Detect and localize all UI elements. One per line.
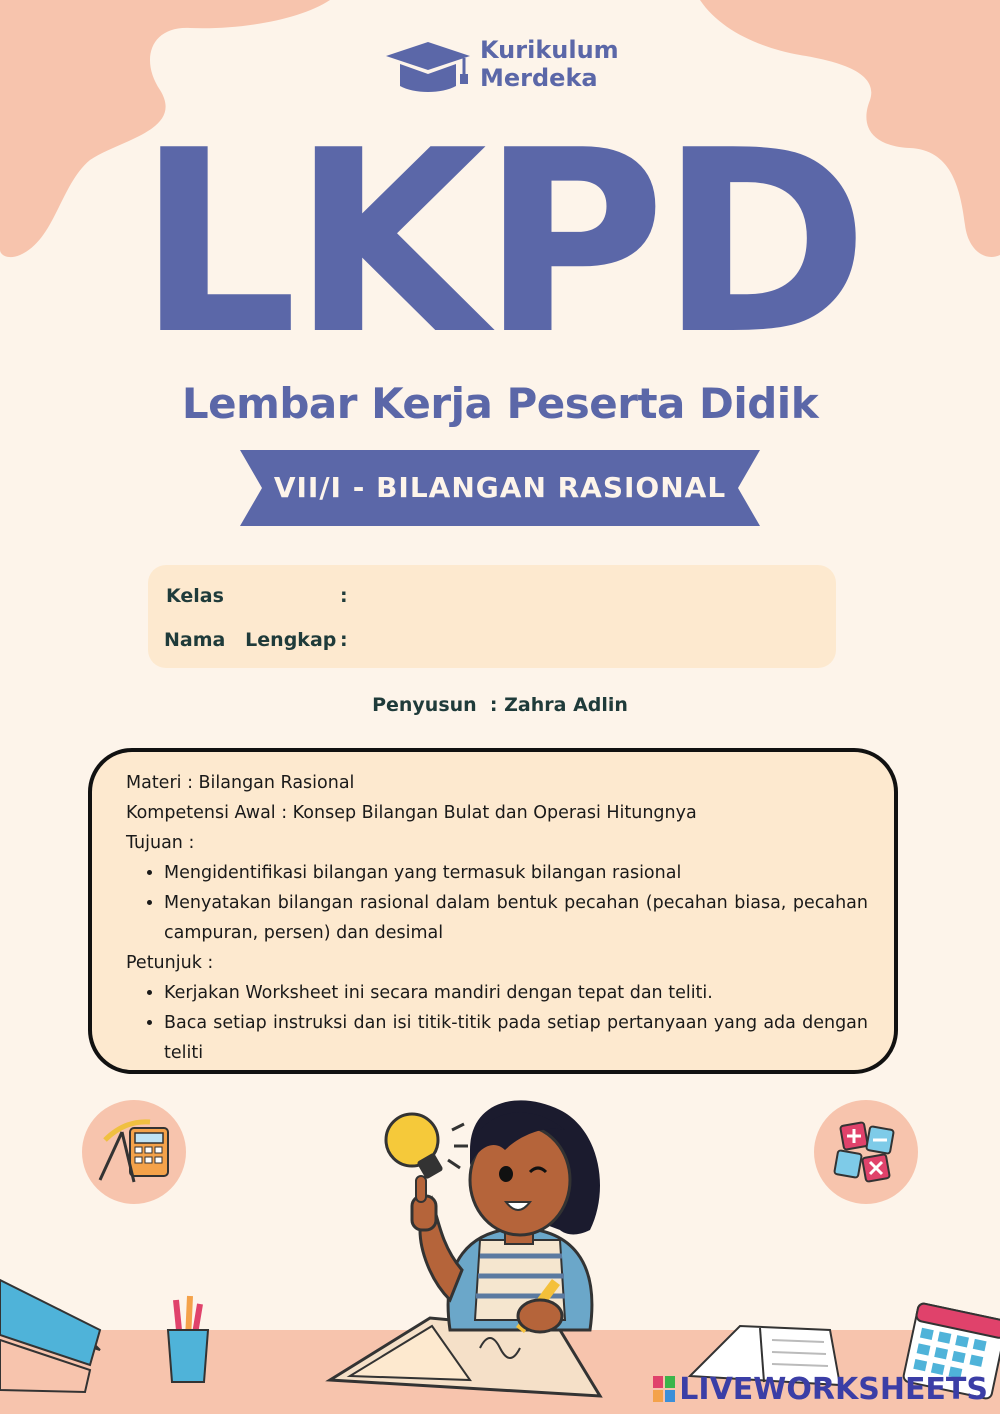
materi-text: Materi : Bilangan Rasional — [126, 773, 355, 793]
petunjuk-label: Petunjuk : — [126, 953, 214, 973]
tujuan-item: • Menyatakan bilangan rasional dalam bentuk pecahan (pecahan biasa, pecahan campuran, persen) dan desimal — [164, 888, 868, 948]
nama-row — [164, 629, 348, 651]
kelas-row — [166, 585, 348, 607]
liveworksheets-watermark[interactable] — [653, 1372, 988, 1407]
logo-text — [480, 36, 619, 92]
logo-line-2: Merdeka — [480, 64, 598, 92]
author-line: Penyusun : Zahra Adlin — [372, 694, 628, 716]
nama-colon: : — [340, 629, 348, 651]
kelas-colon: : — [340, 585, 348, 607]
ribbon-label: VII/I - BILANGAN RASIONAL — [273, 471, 727, 504]
nama-label: Nama Lengkap — [164, 629, 337, 651]
kelas-label: Kelas — [166, 585, 224, 607]
petunjuk-item: • Baca setiap instruksi dan isi titik-titik pada setiap pertanyaan yang ada dengan teliti — [164, 1008, 868, 1068]
pencil-cup-icon — [168, 1296, 208, 1382]
logo-line-1: Kurikulum — [480, 36, 619, 64]
description-box — [88, 748, 898, 1074]
page-subtitle: Lembar Kerja Peserta Didik — [181, 379, 819, 428]
live-badge-icon — [653, 1376, 675, 1402]
tujuan-label: Tujuan : — [126, 833, 195, 853]
books-stack-icon — [0, 1280, 100, 1392]
math-tools-icon — [82, 1100, 186, 1204]
tujuan-list — [126, 858, 868, 948]
petunjuk-item: • Kerjakan Worksheet ini secara mandiri dengan tepat dan teliti. — [164, 978, 868, 1008]
watermark-text: LIVEWORKSHEETS — [679, 1372, 988, 1407]
description-content — [126, 768, 868, 1068]
tujuan-item: • Mengidentifikasi bilangan yang termasuk bilangan rasional — [164, 858, 868, 888]
kompetensi-text: Kompetensi Awal : Konsep Bilangan Bulat dan Operasi Hitungnya — [126, 803, 697, 823]
page-title: LKPD — [137, 97, 863, 390]
math-operators-icon — [814, 1100, 918, 1204]
petunjuk-list — [126, 978, 868, 1068]
kurikulum-merdeka-logo — [385, 36, 625, 96]
student-info-box — [148, 565, 836, 668]
